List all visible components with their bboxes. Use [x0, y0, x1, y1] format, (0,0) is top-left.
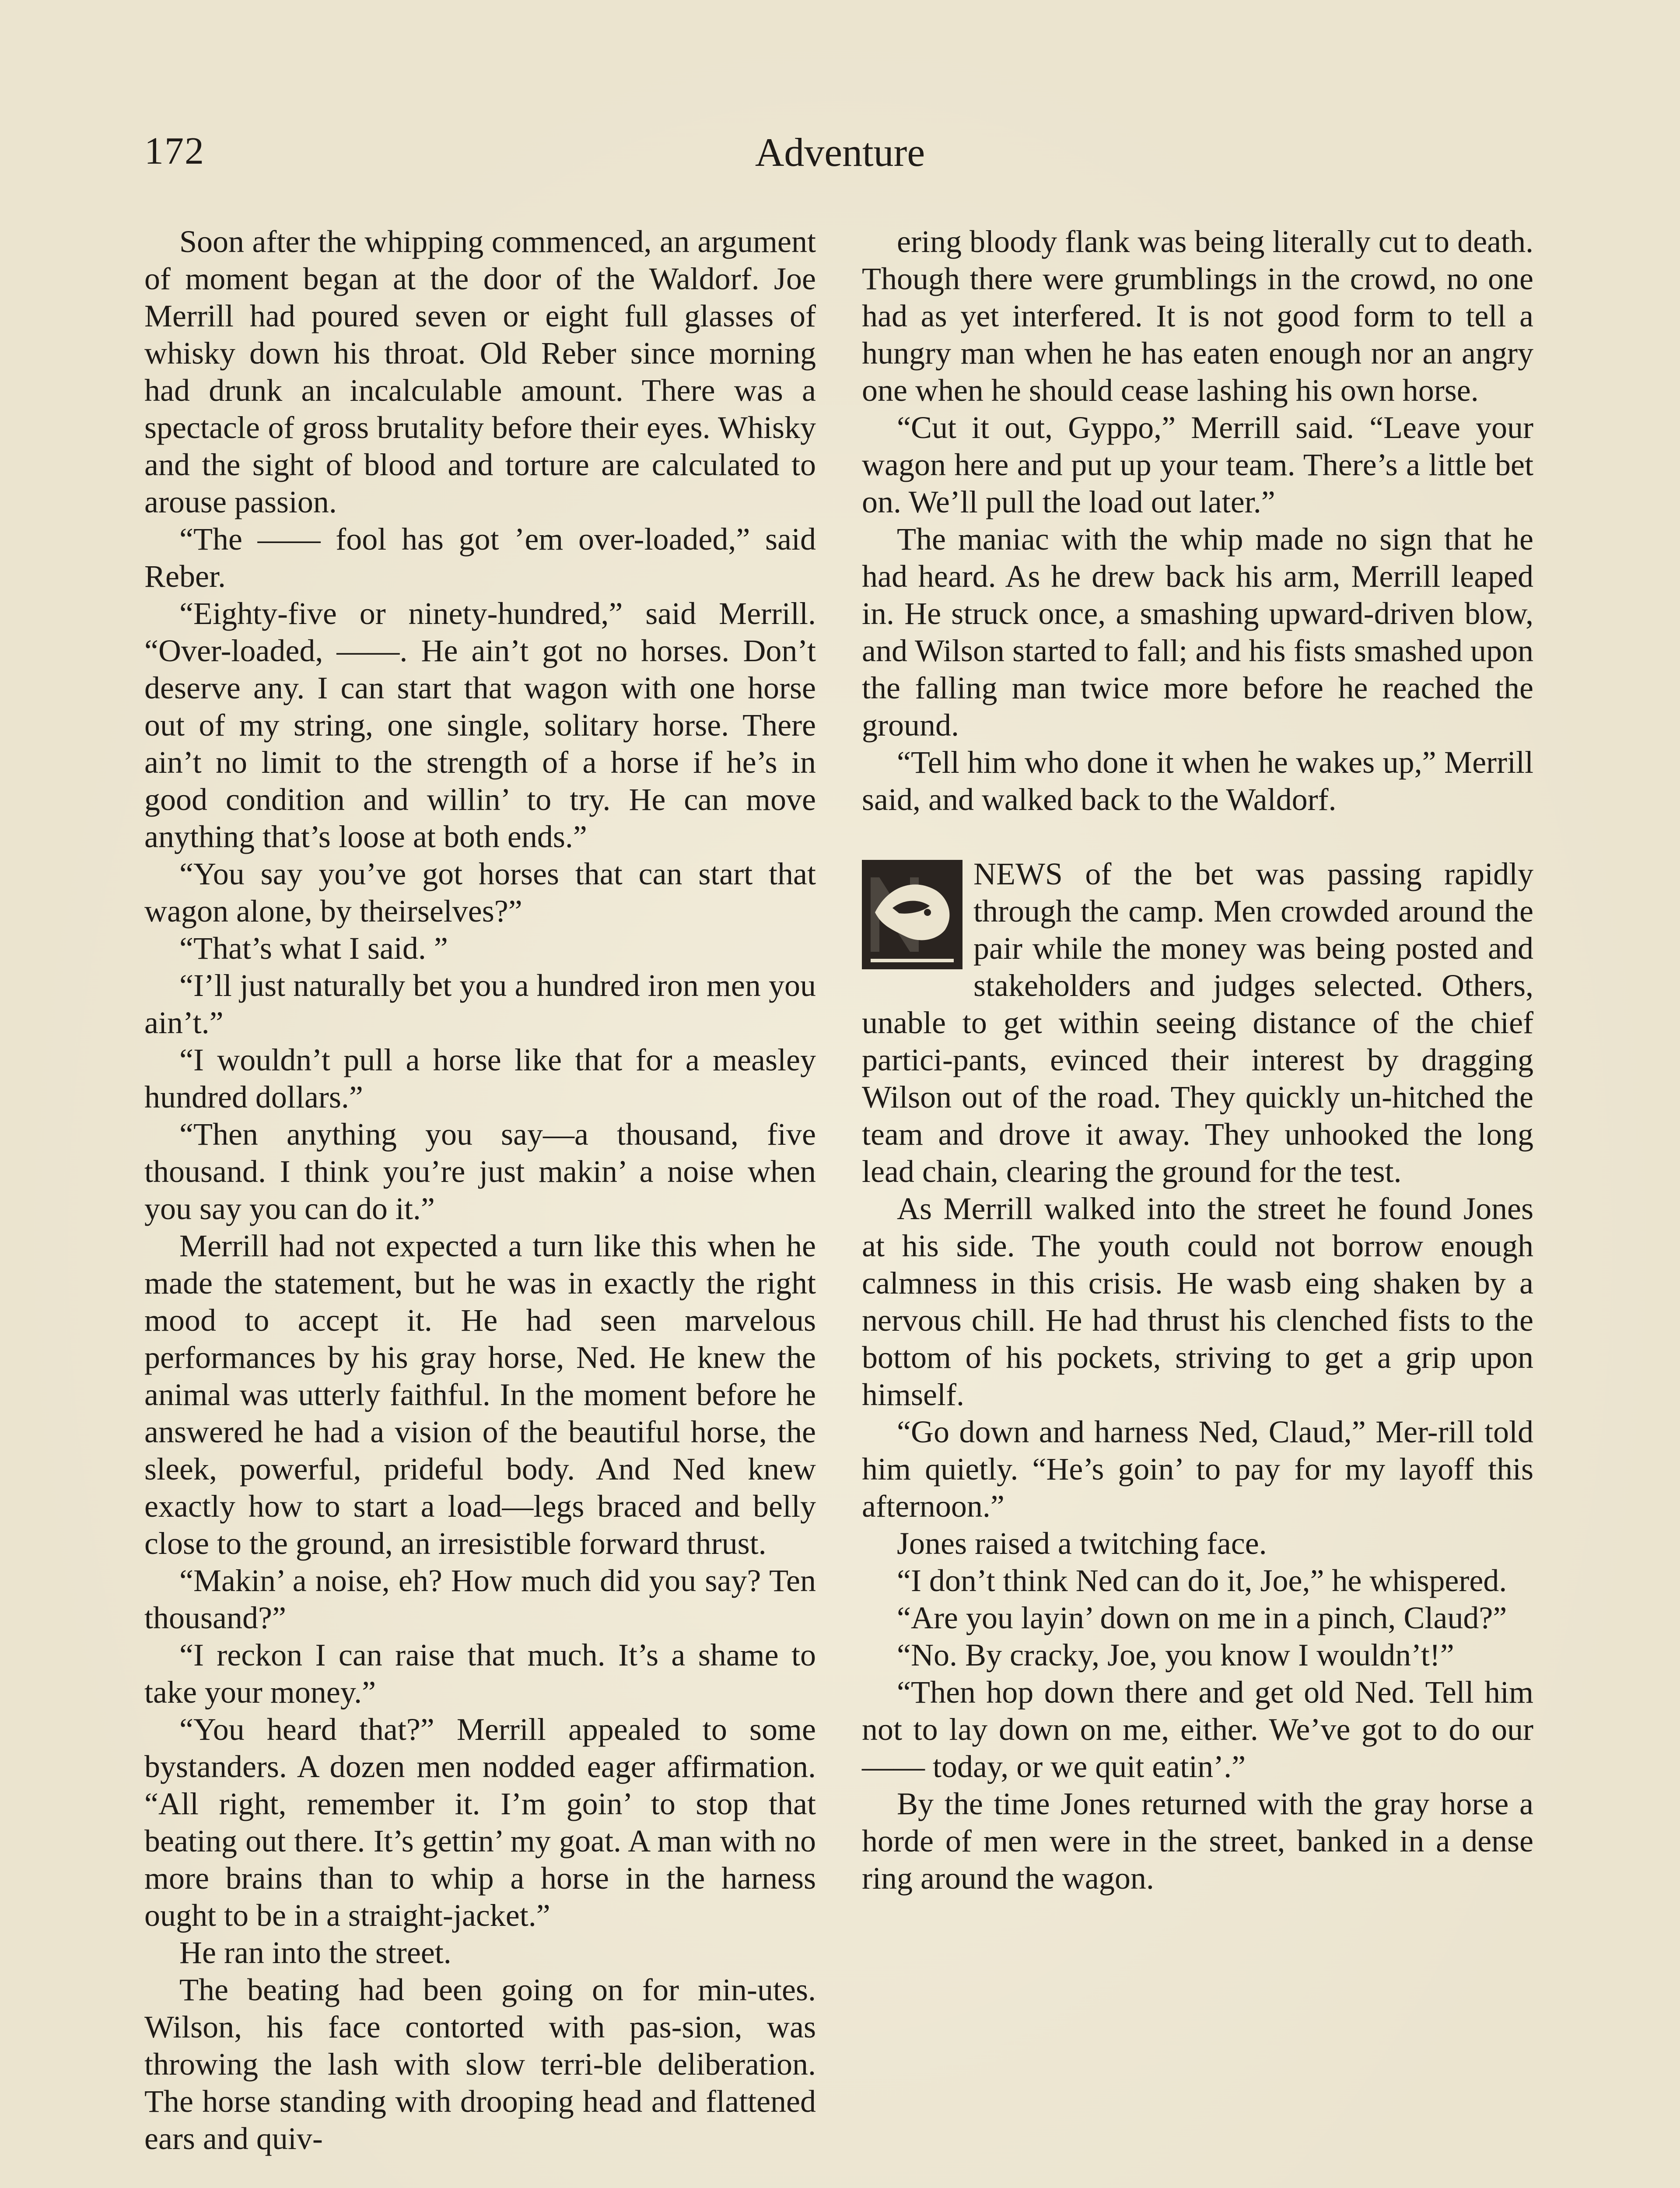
left-column [144, 223, 816, 2157]
paragraph: “Then anything you say—a thousand, five thousand. I think you’re just makin’ a noise when you say you can do it.” [144, 1117, 816, 1226]
paragraph: By the time Jones returned with the gray horse a horde of men were in the street, banked in a dense ring around the wagon. [862, 1786, 1533, 1896]
decorative-initial-n-icon [862, 860, 962, 969]
paragraph: “Then hop down there and get old Ned. Tell him not to lay down on me, either. We’ve got to do our —— today, or we quit eatin’.” [862, 1675, 1533, 1784]
paragraph: “The —— fool has got ’em over-loaded,” said Reber. [144, 522, 816, 594]
paragraph: “Tell him who done it when he wakes up,” Merrill said, and walked back to the Waldorf. [862, 745, 1533, 817]
page-number: 172 [144, 130, 205, 172]
paragraph: “That’s what I said. ” [179, 931, 448, 966]
paragraph: “No. By cracky, Joe, you know I wouldn’t!” [897, 1637, 1454, 1673]
running-head: Adventure [755, 130, 925, 175]
paragraph: ering bloody flank was being literally cut to death. Though there were grumblings in the crowd, no one had as yet interfered. It is not good form to tell a hungry man when he has eaten enough nor an angry one when he should cease lashing his own horse. [862, 224, 1533, 408]
paragraph: Jones raised a twitching face. [897, 1526, 1267, 1561]
page-header [144, 129, 1536, 190]
paragraph: “Go down and harness Ned, Claud,” Mer-rill told him quietly. “He’s goin’ to pay for my layoff this afternoon.” [862, 1414, 1533, 1524]
paragraph: “I’ll just naturally bet you a hundred iron men you ain’t.” [144, 968, 816, 1040]
paragraph: The maniac with the whip made no sign that he had heard. As he drew back his arm, Merrill leaped in. He struck once, a smashing upward-driven blow, and Wilson started to fall; and his fists smashed upon the falling man twice more before he reached the ground. [862, 522, 1533, 743]
paragraph: As Merrill walked into the street he found Jones at his side. The youth could not borrow enough calmness in this crisis. He wasb eing shaken by a nervous chill. He had thrust his clenched fists to the bottom of his pockets, striving to get a grip upon himself. [862, 1191, 1533, 1412]
drop-cap-paragraph [862, 856, 1533, 1190]
paragraph: “Eighty-five or ninety-hundred,” said Merrill. “Over-loaded, ——. He ain’t got no horses. Don’t deserve any. I can start that wagon with one horse out of my string, one single, solitary horse. There ain’t no limit to the strength of a horse if he’s in good condition and willin’ to try. He can move anything that’s loose at both ends.” [144, 596, 816, 854]
drop-cap-paragraph-text: NEWS of the bet was passing rapidly through the camp. Men crowded around the pair while the money was being posted and stakeholders and judges selected. Others, unable to get within seeing distance of the chief partici-pants, evinced their interest by dragging Wilson out of the road. They quickly un-hitched the team and drove it away. They unhooked the long lead chain, clearing the ground for the test. [862, 856, 1533, 1189]
right-column [862, 223, 1533, 1897]
paragraph: “Makin’ a noise, eh? How much did you say? Ten thousand?” [144, 1563, 816, 1635]
paragraph: “I wouldn’t pull a horse like that for a measley hundred dollars.” [144, 1042, 816, 1115]
paragraph: Soon after the whipping commenced, an argument of moment began at the door of the Waldorf. Joe Merrill had poured seven or eight full glasses of whisky down his throat. Old Reber since morning had drunk an incalculable amount. There was a spectacle of gross brutality before their eyes. Whisky and the sight of blood and torture are calculated to arouse passion. [144, 224, 816, 519]
paragraph: The beating had been going on for min-utes. Wilson, his face contorted with pas-sion, was throwing the lash with slow terri-ble deliberation. The horse standing with drooping head and flattened ears and quiv- [144, 1972, 816, 2156]
paragraph: “You say you’ve got horses that can start that wagon alone, by theirselves?” [144, 856, 816, 929]
paragraph: Merrill had not expected a turn like this when he made the statement, but he was in exactly the right mood to accept it. He had seen marvelous performances by his gray horse, Ned. He knew the animal was utterly faithful. In the moment before he answered he had a vision of the beautiful horse, the sleek, powerful, prideful body. And Ned knew exactly how to start a load—legs braced and belly close to the ground, an irresistible forward thrust. [144, 1228, 816, 1561]
paragraph: “I reckon I can raise that much. It’s a shame to take your money.” [144, 1637, 816, 1710]
paragraph: “Cut it out, Gyppo,” Merrill said. “Leave your wagon here and put up your team. There’s a little bet on. We’ll pull the load out later.” [862, 410, 1533, 519]
paragraph: “I don’t think Ned can do it, Joe,” he whispered. [897, 1563, 1507, 1598]
paragraph: He ran into the street. [179, 1935, 452, 1970]
paragraph: “You heard that?” Merrill appealed to some bystanders. A dozen men nodded eager affirmation. “All right, remember it. I’m goin’ to stop that beating out there. It’s gettin’ my goat. A man with no more brains than to whip a horse in the harness ought to be in a straight-jacket.” [144, 1712, 816, 1933]
paragraph: “Are you layin’ down on me in a pinch, Claud?” [897, 1600, 1507, 1635]
